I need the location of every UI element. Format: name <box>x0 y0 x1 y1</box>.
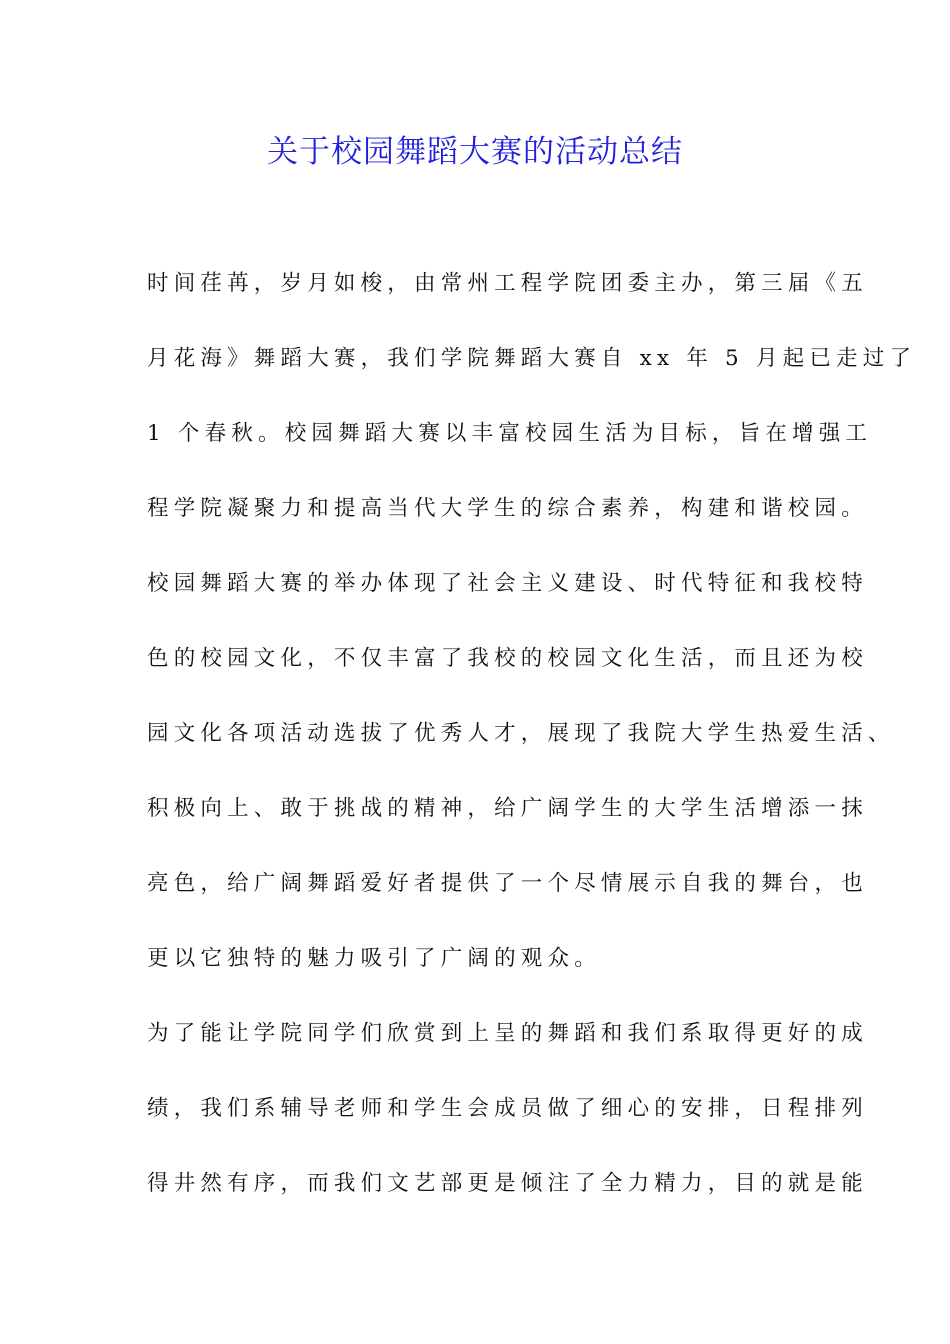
document-title: 关于校园舞蹈大赛的活动总结 <box>267 134 683 170</box>
body-line-12: 绩，我们系辅导老师和学生会成员做了细心的安排，日程排列 <box>147 1096 868 1121</box>
body-line-5: 校园舞蹈大赛的举办体现了社会主义建设、时代特征和我校特 <box>147 571 868 596</box>
body-line-9: 亮色，给广阔舞蹈爱好者提供了一个尽情展示自我的舞台，也 <box>147 871 868 896</box>
body-line-13: 得井然有序，而我们文艺部更是倾注了全力精力，目的就是能 <box>147 1171 868 1196</box>
body-line-11: 为了能让学院同学们欣赏到上呈的舞蹈和我们系取得更好的成 <box>147 1021 868 1046</box>
body-line-4: 程学院凝聚力和提高当代大学生的综合素养，构建和谐校园。 <box>147 496 868 521</box>
body-line-8: 积极向上、敢于挑战的精神，给广阔学生的大学生活增添一抹 <box>147 796 868 821</box>
body-line-6: 色的校园文化，不仅丰富了我校的校园文化生活，而且还为校 <box>147 646 868 671</box>
body-line-10: 更以它独特的魅力吸引了广阔的观众。 <box>147 946 601 971</box>
body-line-1: 时间荏苒，岁月如梭，由常州工程学院团委主办，第三届《五 <box>147 271 868 296</box>
body-line-2: 月花海》舞蹈大赛，我们学院舞蹈大赛自 xx 年 5 月起已走过了 <box>147 346 917 371</box>
body-line-7: 园文化各项活动选拔了优秀人才，展现了我院大学生热爱生活、 <box>147 721 895 746</box>
body-line-3: 1 个春秋。校园舞蹈大赛以丰富校园生活为目标，旨在增强工 <box>147 421 873 446</box>
